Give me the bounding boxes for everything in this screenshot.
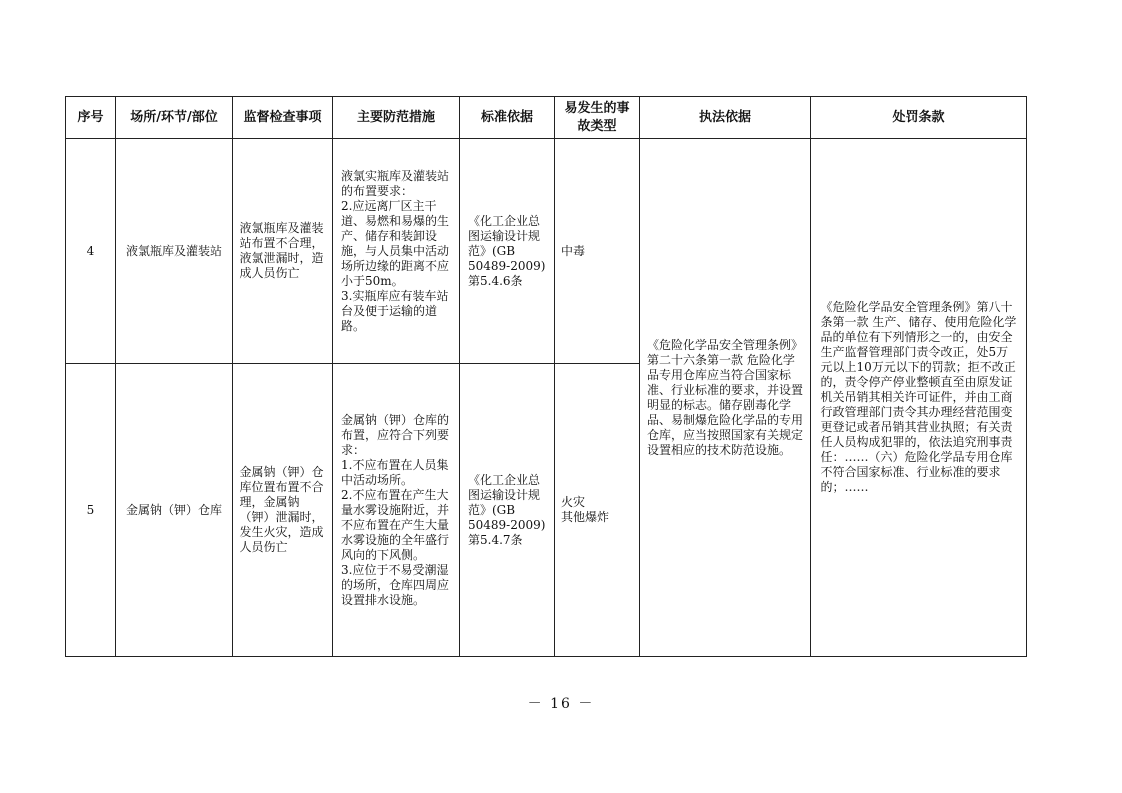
accident-type-item: 其他爆炸 [561,510,610,524]
row-measures [333,364,460,657]
header-accident-type-label: 易发生的事故类型 [564,100,630,134]
header-row [66,97,1027,139]
penalty-text: 《危险化学品安全管理条例》第八十条第一款 生产、储存、使用危险化学品的单位有下列情形之一的，由安全生产监督管理部门责令改正，处5万元以上10万元以下的罚款；拒不改正的，责令停产停业整顿直至由原发证机关吊销其相关许可证件，并由工商行政管理部门责令其办理经营范围变更登记或者吊销其营业执照；有关责任人员构成犯罪的，依法追究刑事责任：……（六）危险化学品专用仓库不符合国家标准、行业标准的要求的；…… [820,300,1017,494]
law-basis-text: 《危险化学品安全管理条例》第二十六条第一款 危险化学品专用仓库应当符合国家标准、行业标准的要求，并设置明显的标志。储存剧毒化学品、易制爆危险化学品的专用仓库，应当按照国家有关规定设置相应的技术防范设施。 [647,337,804,457]
row-accident-type-list [555,244,639,259]
accident-type-item: 火灾 [561,495,586,509]
measure-line: 2.不应布置在产生大量水雾设施附近，并不应布置在产生大量水雾设施的全年盛行风向的下风侧。 [341,487,450,562]
header-measures: 主要防范措施 [333,97,460,139]
row-place-text: 液氯瓶库及灌装站 [125,243,222,258]
row-inspection-text: 液氯瓶库及灌装站布置不合理，液氯泄漏时，造成人员伤亡 [239,221,324,280]
header-penalty: 处罚条款 [811,97,1027,139]
law-basis-cell [640,139,811,657]
header-index: 序号 [66,97,116,139]
row-place [116,364,233,657]
row-place-text: 金属钠（钾）仓库 [125,502,222,517]
row-accident-type [555,364,640,657]
measure-line: 2.应远离厂区主干道、易燃和易爆的生产、储存和装卸设施，与人员集中活动场所边缘的距离不应小于50m。 [341,198,450,288]
row-inspection-text: 金属钠（钾）仓库位置布置不合理，金属钠（钾）泄漏时，发生火灾，造成人员伤亡 [239,465,324,554]
page-number: － 16 － [527,696,595,712]
row-index: 4 [66,139,116,364]
header-place: 场所/环节/部位 [116,97,233,139]
row-standard [460,139,555,364]
measure-line: 3.应位于不易受潮湿的场所，仓库四周应设置排水设施。 [341,562,450,607]
row-measures-list [341,169,451,334]
row-inspection [233,139,333,364]
row-index: 5 [66,364,116,657]
row-standard-text: 《化工企业总图运输设计规范》(GB 50489-2009)第5.4.6条 [468,213,546,288]
row-measures [333,139,460,364]
row-standard [460,364,555,657]
measure-line: 3.实瓶库应有装车站台及便于运输的道路。 [341,288,449,333]
row-inspection [233,364,333,657]
row-place [116,139,233,364]
row-standard-text: 《化工企业总图运输设计规范》(GB 50489-2009)第5.4.7条 [468,472,546,547]
row-accident-type [555,139,640,364]
header-standard: 标准依据 [460,97,555,139]
penalty-cell [811,139,1027,657]
measure-line: 1.不应布置在人员集中活动场所。 [341,457,449,487]
measure-line: 液氯实瓶库及灌装站的布置要求： [341,168,450,198]
accident-type-item: 中毒 [561,243,586,258]
header-law-basis: 执法依据 [640,97,811,139]
table-row [66,139,1027,364]
row-accident-type-list [555,495,639,525]
measure-line: 金属钠（钾）仓库的布置，应符合下列要求： [341,412,450,457]
header-accident-type [555,97,640,139]
row-measures-list [341,413,451,608]
inspection-table [65,96,1027,657]
header-inspection: 监督检查事项 [233,97,333,139]
